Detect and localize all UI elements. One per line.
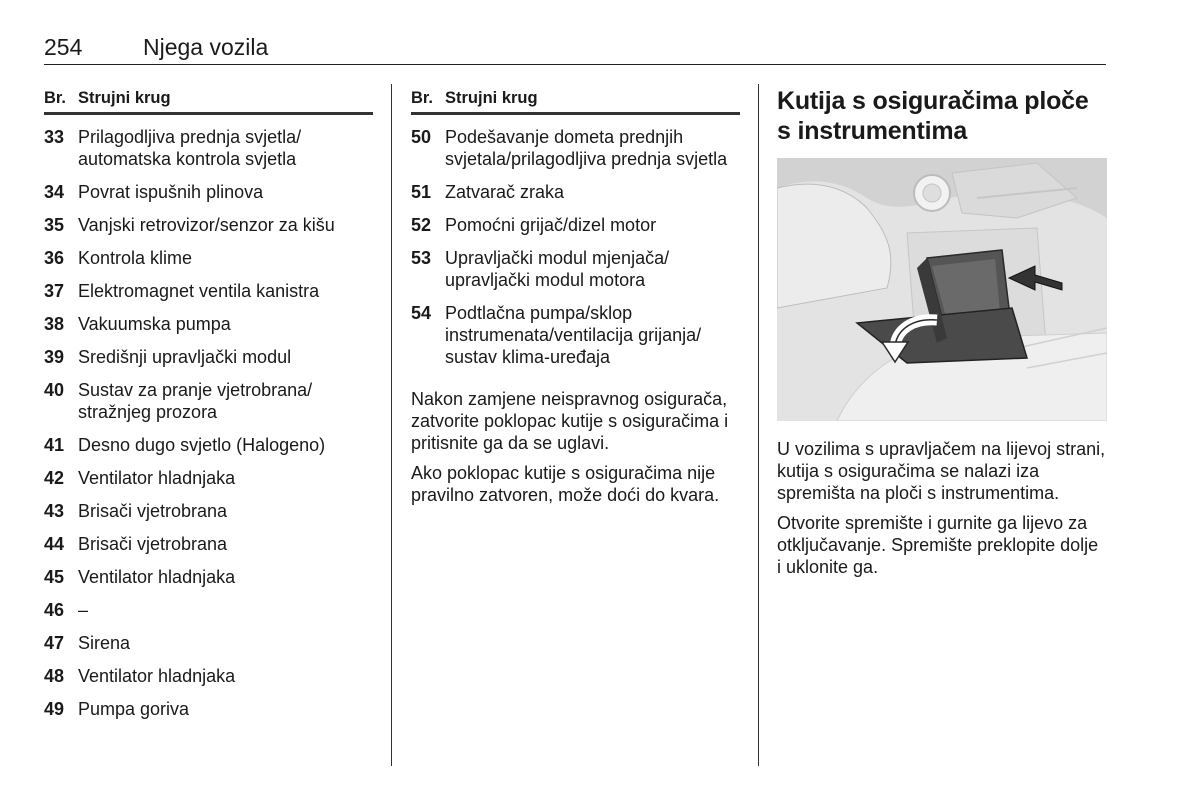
- paragraph: Nakon zamjene neispravnog osigurača, zatvorite poklopac kutije s osiguračima i pritisnite ga da se uglavi.: [411, 389, 729, 453]
- fuse-circuit: Brisači vjetrobrana: [78, 534, 228, 554]
- fuse-row: [44, 665, 373, 687]
- fuse-circuit: Prilagodljiva prednja svjetla/ automatska kontrola svjetla: [78, 127, 302, 169]
- fuse-circuit: Kontrola klime: [78, 248, 193, 268]
- table-header: [411, 86, 740, 115]
- fuse-row: [44, 313, 373, 335]
- fuse-number: 51: [411, 182, 432, 202]
- instrument-panel-fuse-box-section: [777, 86, 1107, 578]
- fuse-row: [44, 467, 373, 489]
- fuse-circuit: Pomoćni grijač/dizel motor: [445, 215, 657, 235]
- paragraph: U vozilima s upravljačem na lijevoj strani, kutija s osiguračima se nalazi iza spremišta na ploči s instrumentima.: [777, 439, 1106, 503]
- fuse-number: 48: [44, 666, 65, 686]
- fuse-circuit: Zatvarač zraka: [445, 182, 565, 202]
- fuse-row: [411, 214, 740, 236]
- fuse-number: 34: [44, 182, 65, 202]
- fuse-row: [44, 434, 373, 456]
- fuse-circuit: Vanjski retrovizor/senzor za kišu: [78, 215, 335, 235]
- fuse-row: [411, 302, 740, 368]
- fuse-number: 43: [44, 501, 65, 521]
- fuse-circuit: Desno dugo svjetlo (Halogeno): [78, 435, 326, 455]
- fuse-number: 42: [44, 468, 65, 488]
- page-number: 254: [44, 34, 83, 60]
- fuse-number: 41: [44, 435, 65, 455]
- fuse-number: 46: [44, 600, 65, 620]
- fuse-circuit: Elektromagnet ventila kanistra: [78, 281, 320, 301]
- fuse-circuit: Sustav za pranje vjetrobrana/ stražnjeg prozora: [78, 380, 313, 422]
- fuse-circuit: Brisači vjetrobrana: [78, 501, 228, 521]
- fuse-row: [44, 566, 373, 588]
- fuse-row: [44, 214, 373, 236]
- column-header-circuit: Strujni krug: [445, 89, 538, 107]
- fuse-circuit: –: [78, 600, 89, 620]
- fuse-number: 38: [44, 314, 65, 334]
- fuse-row: [44, 181, 373, 203]
- fuse-row: [44, 698, 373, 720]
- fuse-circuit: Ventilator hladnjaka: [78, 666, 236, 686]
- page-header: [44, 30, 1106, 65]
- column-header-number: Br.: [44, 89, 67, 107]
- fuse-row: [44, 346, 373, 368]
- fuse-number: 35: [44, 215, 65, 235]
- fuse-circuit: Podtlačna pumpa/sklop instrumenata/ventilacija grijanja/ sustav klima-uređaja: [445, 303, 702, 367]
- fuse-row: [44, 280, 373, 302]
- fuse-number: 39: [44, 347, 65, 367]
- column-divider: [391, 84, 392, 766]
- fuse-circuit: Sirena: [78, 633, 131, 653]
- fuse-row: [44, 500, 373, 522]
- fuse-number: 52: [411, 215, 432, 235]
- fuse-circuit: Pumpa goriva: [78, 699, 190, 719]
- fuse-number: 49: [44, 699, 65, 719]
- fuse-table-2: [411, 86, 740, 506]
- fuse-row: [44, 632, 373, 654]
- fuse-number: 47: [44, 633, 65, 653]
- fuse-circuit: Podešavanje dometa prednjih svjetala/prilagodljiva prednja svjetla: [445, 127, 728, 169]
- section-title: Kutija s osiguračima ploče s instrumentima: [777, 87, 1089, 145]
- fuse-number: 45: [44, 567, 65, 587]
- fuse-table-1: [44, 86, 373, 720]
- fuse-number: 44: [44, 534, 65, 554]
- paragraph: Ako poklopac kutije s osiguračima nije pravilno zatvoren, može doći do kvara.: [411, 463, 720, 505]
- fuse-number: 33: [44, 127, 65, 147]
- fuse-row: [411, 247, 740, 291]
- fuse-circuit: Ventilator hladnjaka: [78, 567, 236, 587]
- fuse-number: 37: [44, 281, 65, 301]
- page-title: Njega vozila: [143, 34, 269, 60]
- fuse-number: 54: [411, 303, 432, 323]
- fuse-row: [44, 533, 373, 555]
- fuse-circuit: Vakuumska pumpa: [78, 314, 231, 334]
- fuse-row: [411, 126, 740, 170]
- column-divider: [758, 84, 759, 766]
- table-header: [44, 86, 373, 115]
- fuse-circuit: Upravljački modul mjenjača/ upravljački modul motora: [445, 248, 670, 290]
- illustration-drawing: [777, 158, 1107, 421]
- fuse-number: 50: [411, 127, 432, 147]
- fuse-row: [411, 181, 740, 203]
- paragraph: Otvorite spremište i gurnite ga lijevo za otključavanje. Spremište preklopite dolje i uklonite ga.: [777, 513, 1099, 577]
- fuse-circuit: Središnji upravljački modul: [78, 347, 292, 367]
- fuse-list: [44, 126, 373, 720]
- column-header-number: Br.: [411, 89, 434, 107]
- fuse-box-cover-illustration: [777, 158, 1107, 421]
- fuse-row: [44, 247, 373, 269]
- fuse-row: [44, 379, 373, 423]
- fuse-circuit: Ventilator hladnjaka: [78, 468, 236, 488]
- fuse-row: [44, 599, 373, 621]
- column-header-circuit: Strujni krug: [78, 89, 171, 107]
- fuse-number: 36: [44, 248, 65, 268]
- fuse-list: [411, 126, 740, 368]
- fuse-number: 53: [411, 248, 432, 268]
- fuse-number: 40: [44, 380, 65, 400]
- fuse-circuit: Povrat ispušnih plinova: [78, 182, 264, 202]
- fuse-row: [44, 126, 373, 170]
